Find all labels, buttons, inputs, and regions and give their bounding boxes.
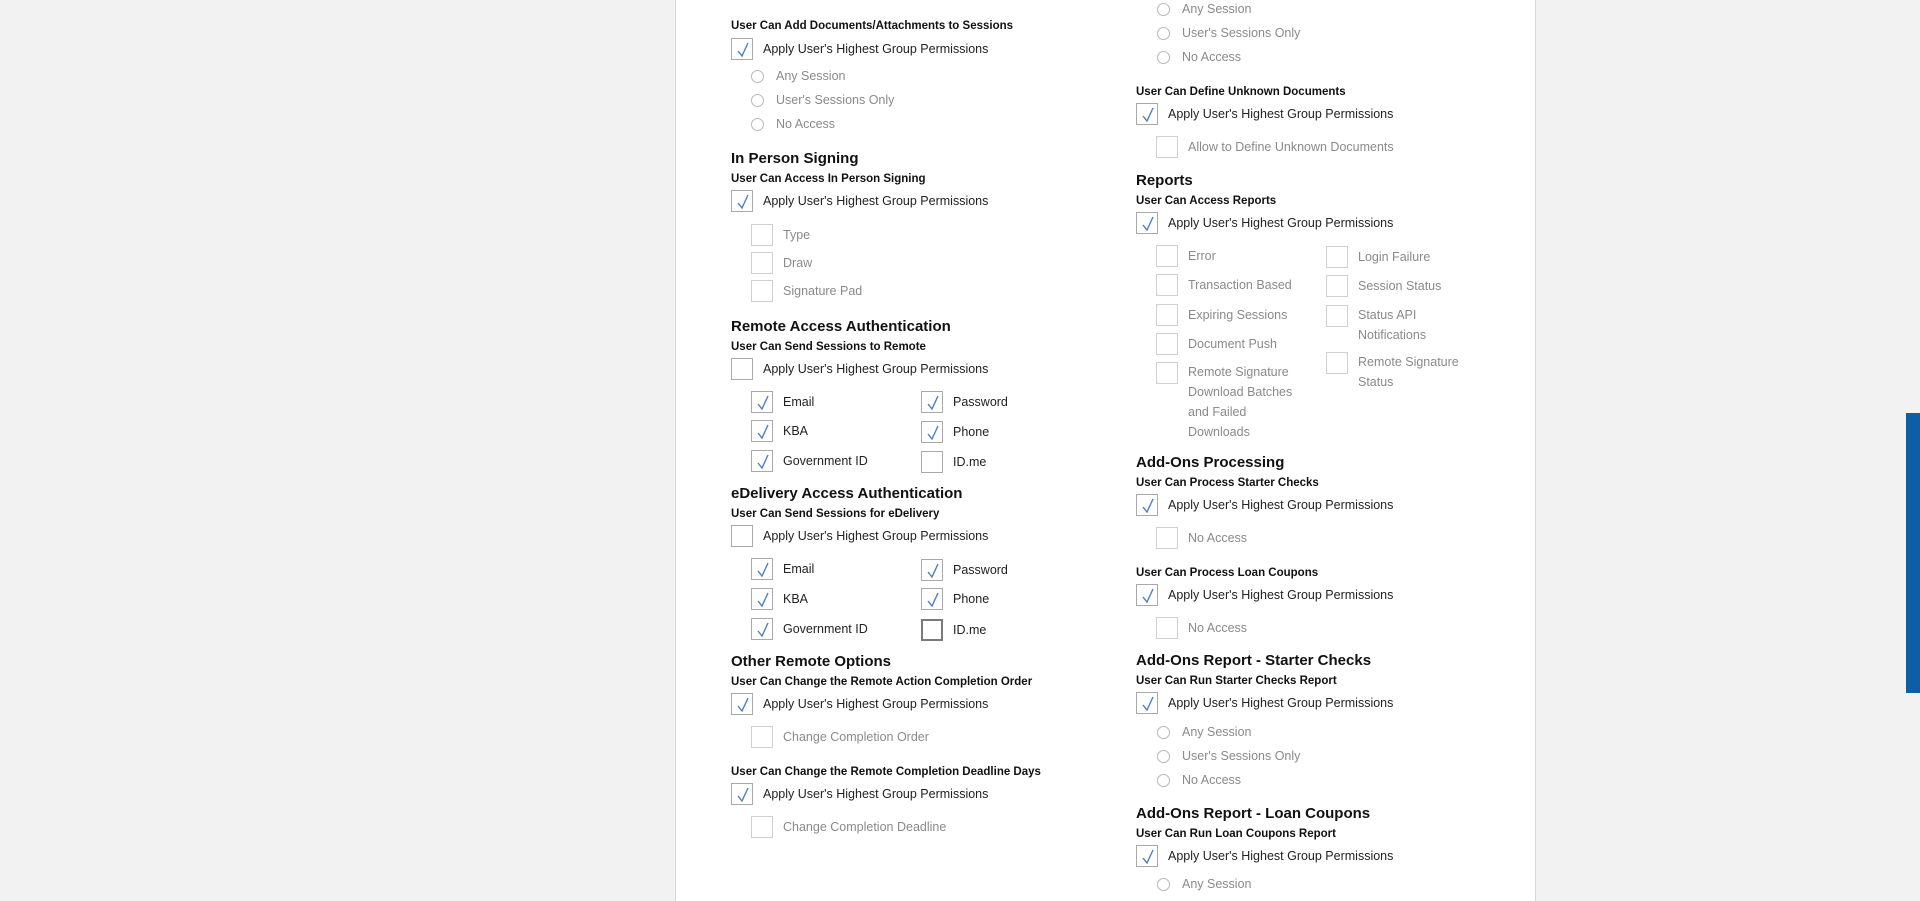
section-title-in-person-signing: In Person Signing (731, 150, 859, 167)
option-label: Change Completion Order (783, 730, 929, 744)
option-label: Phone (953, 592, 990, 606)
edelivery-option-password[interactable] (921, 559, 1008, 581)
radio-label: User's Sessions Only (1182, 749, 1301, 763)
radio-button[interactable] (1157, 750, 1170, 763)
radio-label: No Access (776, 117, 836, 131)
checkbox[interactable] (1156, 245, 1178, 267)
edelivery-option-email[interactable] (751, 558, 814, 580)
checkbox[interactable] (921, 391, 943, 413)
apply-group-permissions-reports[interactable] (1136, 212, 1393, 234)
report-option-remote-signature-download[interactable] (1156, 362, 1298, 442)
checkbox[interactable] (751, 224, 773, 246)
checkbox[interactable] (921, 421, 943, 443)
checkbox[interactable] (751, 252, 773, 274)
checkbox[interactable] (731, 525, 753, 547)
option-label: Email (783, 562, 815, 576)
radio-no-access[interactable] (751, 117, 835, 131)
option-label: Government ID (783, 454, 868, 468)
perm-title-run-loan-report: User Can Run Loan Coupons Report (1136, 828, 1336, 840)
perm-title-access-reports: User Can Access Reports (1136, 195, 1277, 207)
option-no-access-loan[interactable] (1156, 617, 1247, 639)
option-label: Remote Signature Status (1358, 355, 1459, 389)
checkbox[interactable] (751, 450, 773, 472)
apply-label: Apply User's Highest Group Permissions (763, 787, 989, 801)
section-title-addons-report-loan: Add-Ons Report - Loan Coupons (1136, 805, 1371, 822)
remote-option-idme[interactable] (921, 451, 986, 473)
checkbox[interactable] (731, 190, 753, 212)
apply-label: Apply User's Highest Group Permissions (763, 194, 989, 208)
radio-label: Any Session (1182, 2, 1252, 16)
checkbox[interactable] (921, 451, 943, 473)
section-title-addons-report-starter: Add-Ons Report - Starter Checks (1136, 652, 1372, 669)
section-title-remote-access-auth: Remote Access Authentication (731, 318, 951, 335)
checkbox[interactable] (1136, 494, 1158, 516)
option-label: Document Push (1188, 337, 1277, 351)
report-option-session-status[interactable] (1326, 275, 1441, 297)
checkbox[interactable] (1136, 103, 1158, 125)
option-label: Password (953, 563, 1008, 577)
radio-label: User's Sessions Only (1182, 26, 1301, 40)
apply-label: Apply User's Highest Group Permissions (763, 42, 989, 56)
remote-option-phone[interactable] (921, 421, 989, 443)
radio-users-sessions-only[interactable] (751, 93, 894, 107)
option-label: Transaction Based (1188, 278, 1292, 292)
radio-button[interactable] (1157, 726, 1170, 739)
apply-group-permissions-unknown-docs[interactable] (1136, 103, 1393, 125)
radio-button[interactable] (1157, 878, 1170, 891)
checkbox[interactable] (1136, 845, 1158, 867)
section-title-addons-processing: Add-Ons Processing (1136, 454, 1285, 471)
checkbox[interactable] (751, 558, 773, 580)
page-scrollbar-thumb[interactable] (1906, 413, 1920, 693)
apply-group-permissions-completion-deadline[interactable] (731, 783, 988, 805)
checkbox[interactable] (731, 358, 753, 380)
checkbox[interactable] (1326, 352, 1348, 374)
radio-button[interactable] (1157, 3, 1170, 16)
option-label: Government ID (783, 622, 868, 636)
apply-group-permissions-in-person[interactable] (731, 190, 988, 212)
checkbox[interactable] (731, 38, 753, 60)
radio-users-sessions-only[interactable] (1157, 26, 1300, 40)
remote-option-password[interactable] (921, 391, 1008, 413)
option-label: Error (1188, 249, 1216, 263)
perm-title-in-person-signing: User Can Access In Person Signing (731, 173, 926, 185)
apply-label: Apply User's Highest Group Permissions (763, 697, 989, 711)
checkbox[interactable] (1156, 333, 1178, 355)
section-title-other-remote-options: Other Remote Options (731, 653, 892, 670)
checkbox[interactable] (751, 816, 773, 838)
option-label: Remote Signature Download Batches and Failed Downloads (1188, 365, 1293, 439)
radio-label: Any Session (1182, 877, 1252, 891)
remote-option-kba[interactable] (751, 420, 808, 442)
radio-label: User's Sessions Only (776, 93, 895, 107)
perm-title-completion-deadline: User Can Change the Remote Completion Deadline Days (731, 766, 1041, 778)
apply-label: Apply User's Highest Group Permissions (1168, 498, 1394, 512)
report-option-status-api[interactable] (1326, 305, 1453, 345)
radio-label: No Access (1182, 50, 1242, 64)
checkbox[interactable] (751, 391, 773, 413)
checkbox[interactable] (1136, 692, 1158, 714)
edelivery-option-phone[interactable] (921, 588, 989, 610)
option-change-completion-order[interactable] (751, 726, 929, 748)
apply-label: Apply User's Highest Group Permissions (1168, 107, 1394, 121)
checkbox[interactable] (751, 726, 773, 748)
checkbox[interactable] (751, 420, 773, 442)
apply-group-permissions-completion-order[interactable] (731, 693, 988, 715)
option-allow-define-unknown[interactable] (1156, 136, 1394, 158)
radio-no-access[interactable] (1157, 773, 1241, 787)
apply-label: Apply User's Highest Group Permissions (763, 529, 989, 543)
radio-button[interactable] (1157, 774, 1170, 787)
option-signature-pad[interactable] (751, 280, 862, 302)
report-option-expiring-sessions[interactable] (1156, 304, 1287, 326)
checkbox[interactable] (1136, 584, 1158, 606)
option-label: Login Failure (1358, 250, 1431, 264)
report-option-transaction-based[interactable] (1156, 274, 1292, 296)
checkbox[interactable] (921, 559, 943, 581)
perm-title-send-edelivery: User Can Send Sessions for eDelivery (731, 508, 940, 520)
perm-title-run-starter-report: User Can Run Starter Checks Report (1136, 675, 1337, 687)
edelivery-option-kba[interactable] (751, 588, 808, 610)
option-type[interactable] (751, 224, 810, 246)
option-label: Signature Pad (783, 284, 863, 298)
section-title-edelivery-auth: eDelivery Access Authentication (731, 485, 963, 502)
apply-group-permissions-starter-report[interactable] (1136, 692, 1393, 714)
checkbox[interactable] (751, 280, 773, 302)
edelivery-option-government-id[interactable] (751, 618, 868, 640)
radio-any-session[interactable] (1157, 2, 1251, 16)
option-label: No Access (1188, 621, 1248, 635)
radio-label: No Access (1182, 773, 1242, 787)
remote-option-government-id[interactable] (751, 450, 868, 472)
checkbox[interactable] (1156, 527, 1178, 549)
radio-button[interactable] (751, 94, 764, 107)
option-label: KBA (783, 424, 809, 438)
checkbox[interactable] (731, 693, 753, 715)
checkbox[interactable] (1156, 136, 1178, 158)
apply-group-permissions-remote[interactable] (731, 358, 988, 380)
radio-any-session[interactable] (751, 69, 845, 83)
option-label: Allow to Define Unknown Documents (1188, 140, 1394, 154)
checkbox[interactable] (921, 619, 943, 641)
radio-label: Any Session (1182, 725, 1252, 739)
option-label: Password (953, 395, 1008, 409)
apply-group-permissions-starter-checks[interactable] (1136, 494, 1393, 516)
perm-title-add-documents: User Can Add Documents/Attachments to Sessions (731, 20, 1014, 32)
option-label: Status API Notifications (1358, 308, 1427, 342)
apply-label: Apply User's Highest Group Permissions (1168, 696, 1394, 710)
radio-button[interactable] (751, 118, 764, 131)
perm-title-define-unknown-docs: User Can Define Unknown Documents (1136, 86, 1346, 98)
perm-title-send-remote: User Can Send Sessions to Remote (731, 341, 926, 353)
report-option-login-failure[interactable] (1326, 246, 1430, 268)
radio-button[interactable] (1157, 51, 1170, 64)
checkbox[interactable] (1156, 617, 1178, 639)
option-label: Expiring Sessions (1188, 308, 1288, 322)
checkbox[interactable] (751, 588, 773, 610)
radio-button[interactable] (1157, 27, 1170, 40)
option-change-completion-deadline[interactable] (751, 816, 946, 838)
edelivery-option-idme[interactable] (921, 619, 986, 641)
radio-label: Any Session (776, 69, 846, 83)
checkbox[interactable] (1326, 246, 1348, 268)
checkbox[interactable] (1326, 305, 1348, 327)
option-draw[interactable] (751, 252, 812, 274)
apply-group-permissions-add-documents[interactable] (731, 38, 988, 60)
option-label: Change Completion Deadline (783, 820, 947, 834)
checkbox[interactable] (731, 783, 753, 805)
perm-title-completion-order: User Can Change the Remote Action Completion Order (731, 676, 1033, 688)
apply-group-permissions-loan-report[interactable] (1136, 845, 1393, 867)
radio-any-session[interactable] (1157, 725, 1251, 739)
checkbox[interactable] (921, 588, 943, 610)
apply-label: Apply User's Highest Group Permissions (1168, 588, 1394, 602)
option-label: ID.me (953, 623, 987, 637)
apply-label: Apply User's Highest Group Permissions (763, 362, 989, 376)
apply-label: Apply User's Highest Group Permissions (1168, 216, 1394, 230)
option-label: ID.me (953, 455, 987, 469)
checkbox[interactable] (751, 618, 773, 640)
option-label: Type (783, 228, 811, 242)
section-title-reports: Reports (1136, 172, 1193, 189)
option-no-access-starter[interactable] (1156, 527, 1247, 549)
apply-group-permissions-edelivery[interactable] (731, 525, 988, 547)
report-option-error[interactable] (1156, 245, 1216, 267)
remote-option-email[interactable] (751, 391, 814, 413)
checkbox[interactable] (1156, 362, 1178, 384)
option-label: KBA (783, 592, 809, 606)
perm-title-process-starter-checks: User Can Process Starter Checks (1136, 477, 1319, 489)
checkbox[interactable] (1326, 275, 1348, 297)
radio-any-session[interactable] (1157, 877, 1251, 891)
apply-label: Apply User's Highest Group Permissions (1168, 849, 1394, 863)
option-label: Draw (783, 256, 813, 270)
report-option-remote-signature-status[interactable] (1326, 352, 1468, 392)
radio-users-sessions-only[interactable] (1157, 749, 1300, 763)
radio-button[interactable] (751, 70, 764, 83)
checkbox[interactable] (1156, 274, 1178, 296)
checkbox[interactable] (1136, 212, 1158, 234)
report-option-document-push[interactable] (1156, 333, 1277, 355)
apply-group-permissions-loan-coupons[interactable] (1136, 584, 1393, 606)
radio-no-access[interactable] (1157, 50, 1241, 64)
option-label: Phone (953, 425, 990, 439)
perm-title-process-loan-coupons: User Can Process Loan Coupons (1136, 567, 1319, 579)
option-label: Session Status (1358, 279, 1442, 293)
option-label: Email (783, 395, 815, 409)
option-label: No Access (1188, 531, 1248, 545)
checkbox[interactable] (1156, 304, 1178, 326)
